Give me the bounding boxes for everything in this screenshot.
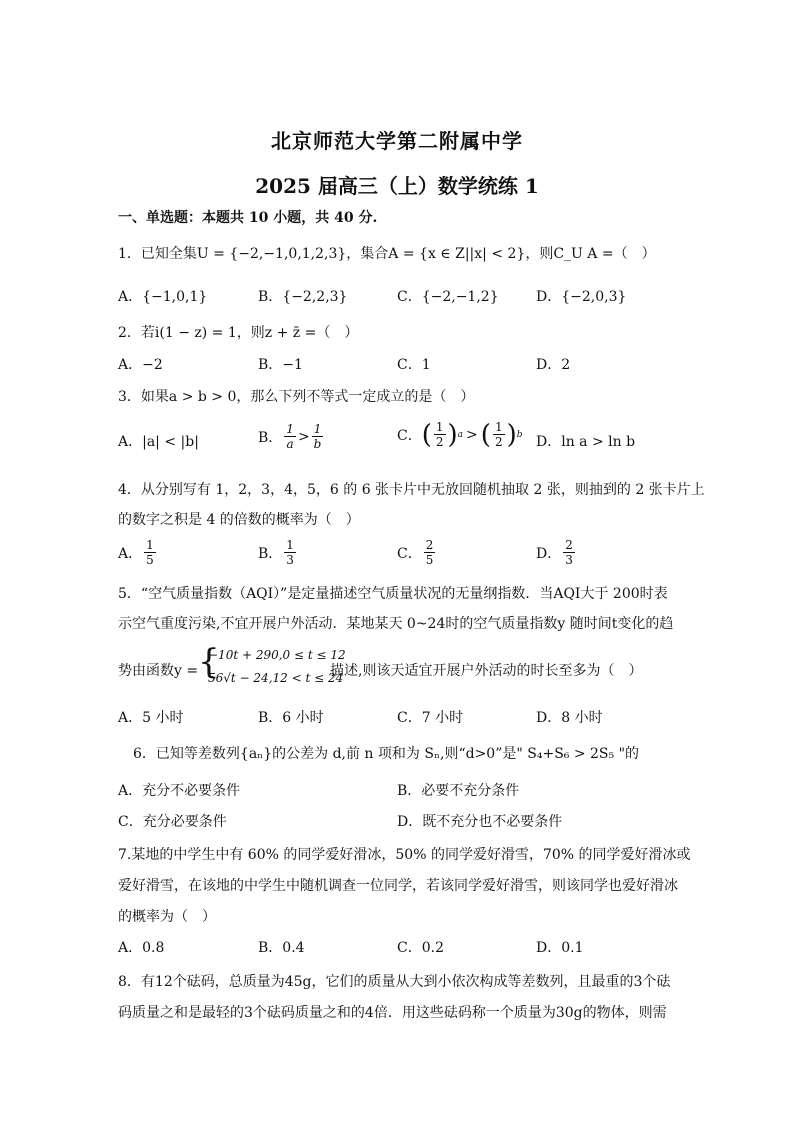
q3-b-fraction-left: $\frac{1}{a}$ (286, 422, 294, 451)
q3-option-d: D．ln a > ln b (536, 434, 636, 450)
question-7-line-2: 爱好滑雪，在该地的中学生中随机调查一位同学，若该同学爱好滑雪，则该同学也爱好滑冰 (118, 878, 678, 894)
school-name: 北京师范大学第二附属中学 (271, 129, 523, 153)
q5-option-b: B．6 小时 (258, 710, 324, 726)
q3-c-power-left: ( $\frac{1}{2}$ ) a (421, 419, 464, 450)
question-3-stem: 3．如果a > b > 0，那么下列不等式一定成立的是（ ） (118, 389, 475, 405)
section-title: 一、单选题：本题共 10 小题，共 40 分. (118, 210, 378, 226)
q3-option-c-label: C． (397, 427, 422, 444)
exam-title: 2025 届高三（上）数学统练 1 (255, 174, 539, 198)
q6-option-c: C．充分必要条件 (118, 814, 227, 830)
question-8-line-2: 码质量之和是最轻的3个砝码质量之和的4倍．用这些砝码称一个质量为30g的物体，则需 (118, 1005, 667, 1021)
q4-option-d: D． $\frac{2}{3}$ (536, 538, 573, 567)
q3-option-a: A．|a| < |b| (118, 434, 199, 450)
q1-option-d: D．{−2,0,3} (536, 289, 627, 305)
q2-option-d: D．2 (536, 357, 571, 373)
q6-option-a: A．充分不必要条件 (118, 783, 241, 799)
q1-option-a: A．{−1,0,1} (118, 289, 208, 305)
q4-option-b: B． $\frac{1}{3}$ (258, 538, 294, 567)
q6-option-b: B．必要不充分条件 (397, 783, 520, 799)
question-7-line-3: 的概率为（ ） (118, 909, 216, 925)
q3-c-power-right: ( $\frac{1}{2}$ ) b (480, 419, 523, 450)
q7-option-c: C．0.2 (397, 940, 444, 956)
q7-option-d: D．0.1 (536, 940, 584, 956)
question-2-stem: 2．若i(1 − z) = 1，则z + z̄ =（ ） (118, 325, 359, 341)
q5-option-d: D．8 小时 (536, 710, 603, 726)
q7-option-b: B．0.4 (258, 940, 305, 956)
q5-option-c: C．7 小时 (397, 710, 464, 726)
q3-option-b-label: B． (258, 429, 283, 446)
q3-option-b (258, 422, 325, 451)
q2-option-c: C．1 (397, 357, 431, 373)
piecewise-case-1: −10t + 290,0 ≤ t ≤ 12 (208, 648, 346, 662)
q4-option-a: A． $\frac{1}{5}$ (118, 538, 154, 567)
q1-option-c: C．{−2,−1,2} (397, 289, 499, 305)
question-6-stem: 6．已知等差数列{aₙ}的公差为 d,前 n 项和为 Sₙ,则“d>0”是" S₄+S₆ > 2S₅ "的 (133, 746, 640, 762)
q3-option-c (397, 420, 523, 449)
q1-option-b: B．{−2,2,3} (258, 289, 348, 305)
question-5-line-3b: 描述,则该天适宜开展户外活动的时长至多为（ ） (330, 663, 643, 679)
piecewise-brace: { (198, 642, 220, 682)
question-5-line-3a: 势由函数y = (118, 663, 199, 679)
question-4-line-1: 4．从分别写有 1，2，3，4，5，6 的 6 张卡片中无放回随机抽取 2 张，则抽到的 2 张卡片上 (118, 482, 705, 498)
q2-option-b: B．−1 (258, 357, 303, 373)
q3-b-fraction-right: $\frac{1}{b}$ (313, 422, 322, 451)
question-5-line-2: 示空气重度污染,不宜开展户外活动．某地某天 0~24时的空气质量指数y 随时间t变化的趋 (118, 616, 674, 632)
question-8-line-1: 8．有12个砝码，总质量为45g，它们的质量从大到小依次构成等差数列，且最重的3个砝 (118, 974, 671, 990)
question-5-line-1: 5．“空气质量指数（AQI）”是定量描述空气质量状况的无量纲指数．当AQI大于 200时表 (118, 586, 668, 602)
question-4-line-2: 的数字之积是 4 的倍数的概率为（ ） (118, 512, 360, 528)
q3-c-operator: > (466, 426, 478, 443)
q2-option-a: A．−2 (118, 357, 163, 373)
question-1-stem: 1．已知全集U = {−2,−1,0,1,2,3}，集合A = {x ∈ Z||x| < 2}，则C_U A =（ ） (118, 246, 656, 262)
q3-b-operator: > (297, 428, 310, 445)
q4-option-c: C． $\frac{2}{5}$ (397, 538, 434, 567)
piecewise-case-2: 56√t − 24,12 < t ≤ 24 (208, 671, 344, 685)
q5-option-a: A．5 小时 (118, 710, 184, 726)
question-7-line-1: 7.某地的中学生中有 60% 的同学爱好滑冰，50% 的同学爱好滑雪，70% 的同学爱好滑冰或 (118, 847, 691, 863)
q6-option-d: D．既不充分也不必要条件 (397, 814, 563, 830)
q7-option-a: A．0.8 (118, 940, 165, 956)
